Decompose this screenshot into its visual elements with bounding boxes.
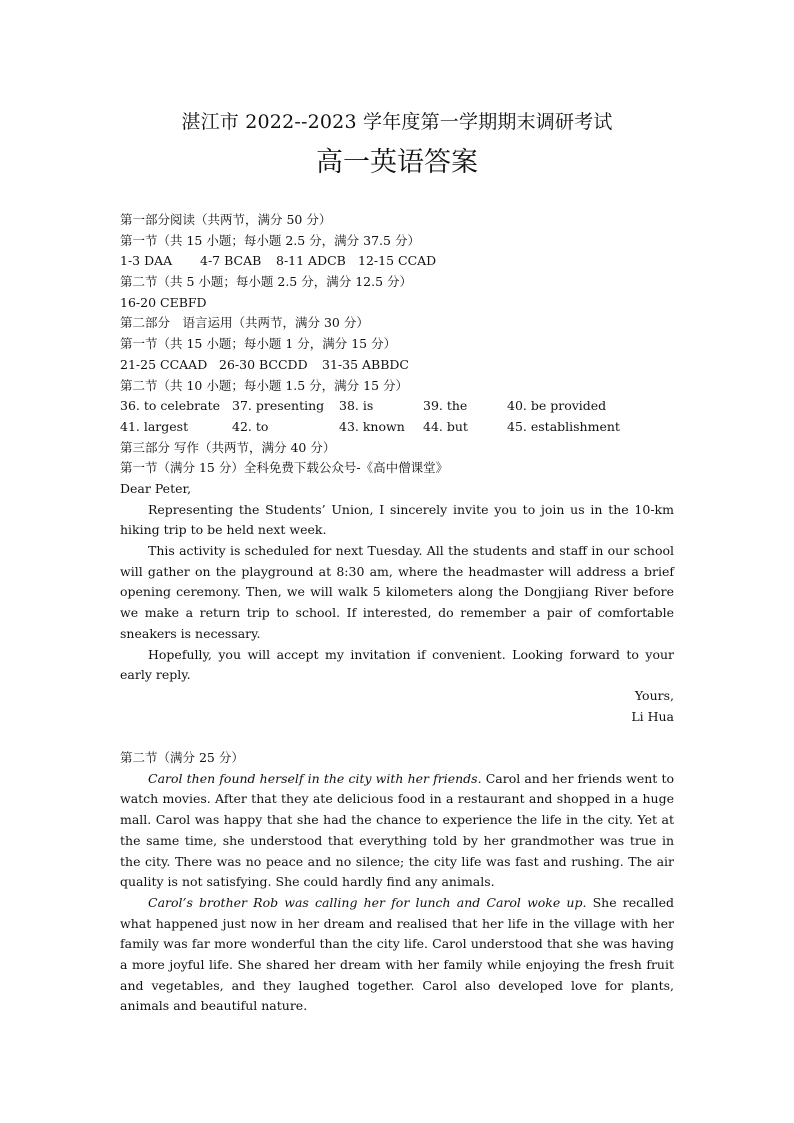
part2-sec1-heading: 第一节（共 15 小题；每小题 1 分，满分 15 分） [120,336,397,352]
letter-greeting: Dear Peter, [120,480,192,496]
answer-group: 12-15 CCAD [358,253,437,269]
answer-item: 39. the [423,398,468,414]
part1-heading: 第一部分阅读（共两节，满分 50 分） [120,212,332,227]
answer-item: 40. be provided [507,398,607,414]
answer-item: 37. presenting [232,398,325,414]
part1-sec2-answers: 16-20 CEBFD [120,294,207,310]
letter-closing: Yours, [634,687,674,703]
answer-group: 21-25 CCAAD [120,356,208,372]
answer-group: 1-3 DAA [120,253,173,269]
answer-item: 38. is [339,398,374,414]
answer-item: 45. establishment [507,418,620,434]
letter-paragraph: Representing the Students’ Union, I sincerely invite you to join us in the 10-km hiking trip to be held next week. [120,501,674,538]
part2-sec2-row1 [120,396,674,417]
story-lead-sentence: Carol then found herself in the city with her friends. [148,770,482,786]
answer-key-title: 高一英语答案 [316,147,478,178]
answer-content [120,210,674,1017]
part1-sec1-heading: 第一节（共 15 小题；每小题 2.5 分，满分 37.5 分） [120,232,420,248]
answer-item: 36. to celebrate [120,398,221,414]
letter-paragraph: Hopefully, you will accept my invitation if convenient. Looking forward to your early reply. [120,646,674,683]
part2-sec2-row2 [120,417,674,438]
answer-item: 41. largest [120,418,189,434]
part2-sec1-answers [120,355,674,376]
story-body: Carol and her friends went to watch movies. After that they ate delicious food in a restaurant and shopped in a huge mall. Carol was happy that she had the chance to experience the life in the city. Yet at the same time, she understood that everything told by her grandmother was true in the city. There was no peace and no silence; the city life was fast and rushing. The air quality is not satisfying. She could hardly find any animals. [120,770,674,890]
answer-item: 44. but [423,418,468,434]
answer-group: 31-35 ABBDC [322,356,409,372]
part2-heading: 第二部分 语言运用（共两节，满分 30 分） [120,315,369,331]
answer-item: 42. to [232,418,269,434]
part3-sec1-heading: 第一节（满分 15 分）全科免费下载公众号-《高中僧课堂》 [120,460,449,476]
story-paragraph [120,893,674,1017]
answer-item: 43. known [339,418,405,434]
story-body: She recalled what happened just now in her dream and realised that her life in the village with her family was far more wonderful than the city life. Carol understood that she was having a more joyful life. She shared her dream with her family while enjoying the fresh fruit and vegetables, and they laughed together. Carol also developed love for plants, animals and beautiful nature. [120,894,674,1014]
spacer [120,727,674,748]
story-lead-sentence: Carol’s brother Rob was calling her for lunch and Carol woke up. [148,894,587,910]
part1-sec2-heading: 第二节（共 5 小题；每小题 2.5 分，满分 12.5 分） [120,274,413,290]
answer-group: 8-11 ADCB [276,253,346,269]
exam-title: 湛江市 2022--2023 学年度第一学期期末调研考试 [181,111,613,133]
letter-paragraph: This activity is scheduled for next Tuesday. All the students and staff in our school will gather on the playground at 8:30 am, where the headmaster will address a brief opening ceremony. Then, we will walk 5 kilometers along the Dongjiang River before we make a return trip to school. If interested, do remember a pair of comfortable sneakers is necessary. [120,543,674,641]
part3-sec2-heading: 第二节（满分 25 分） [120,750,244,766]
story-paragraph [120,769,674,893]
part1-sec1-answers [120,251,674,272]
part2-sec2-heading: 第二节（共 10 小题；每小题 1.5 分，满分 15 分） [120,377,409,393]
answer-group: 4-7 BCAB [200,253,262,269]
part3-heading: 第三部分 写作（共两节，满分 40 分） [120,439,336,455]
letter-signature: Li Hua [631,708,674,724]
answer-group: 26-30 BCCDD [219,356,308,372]
